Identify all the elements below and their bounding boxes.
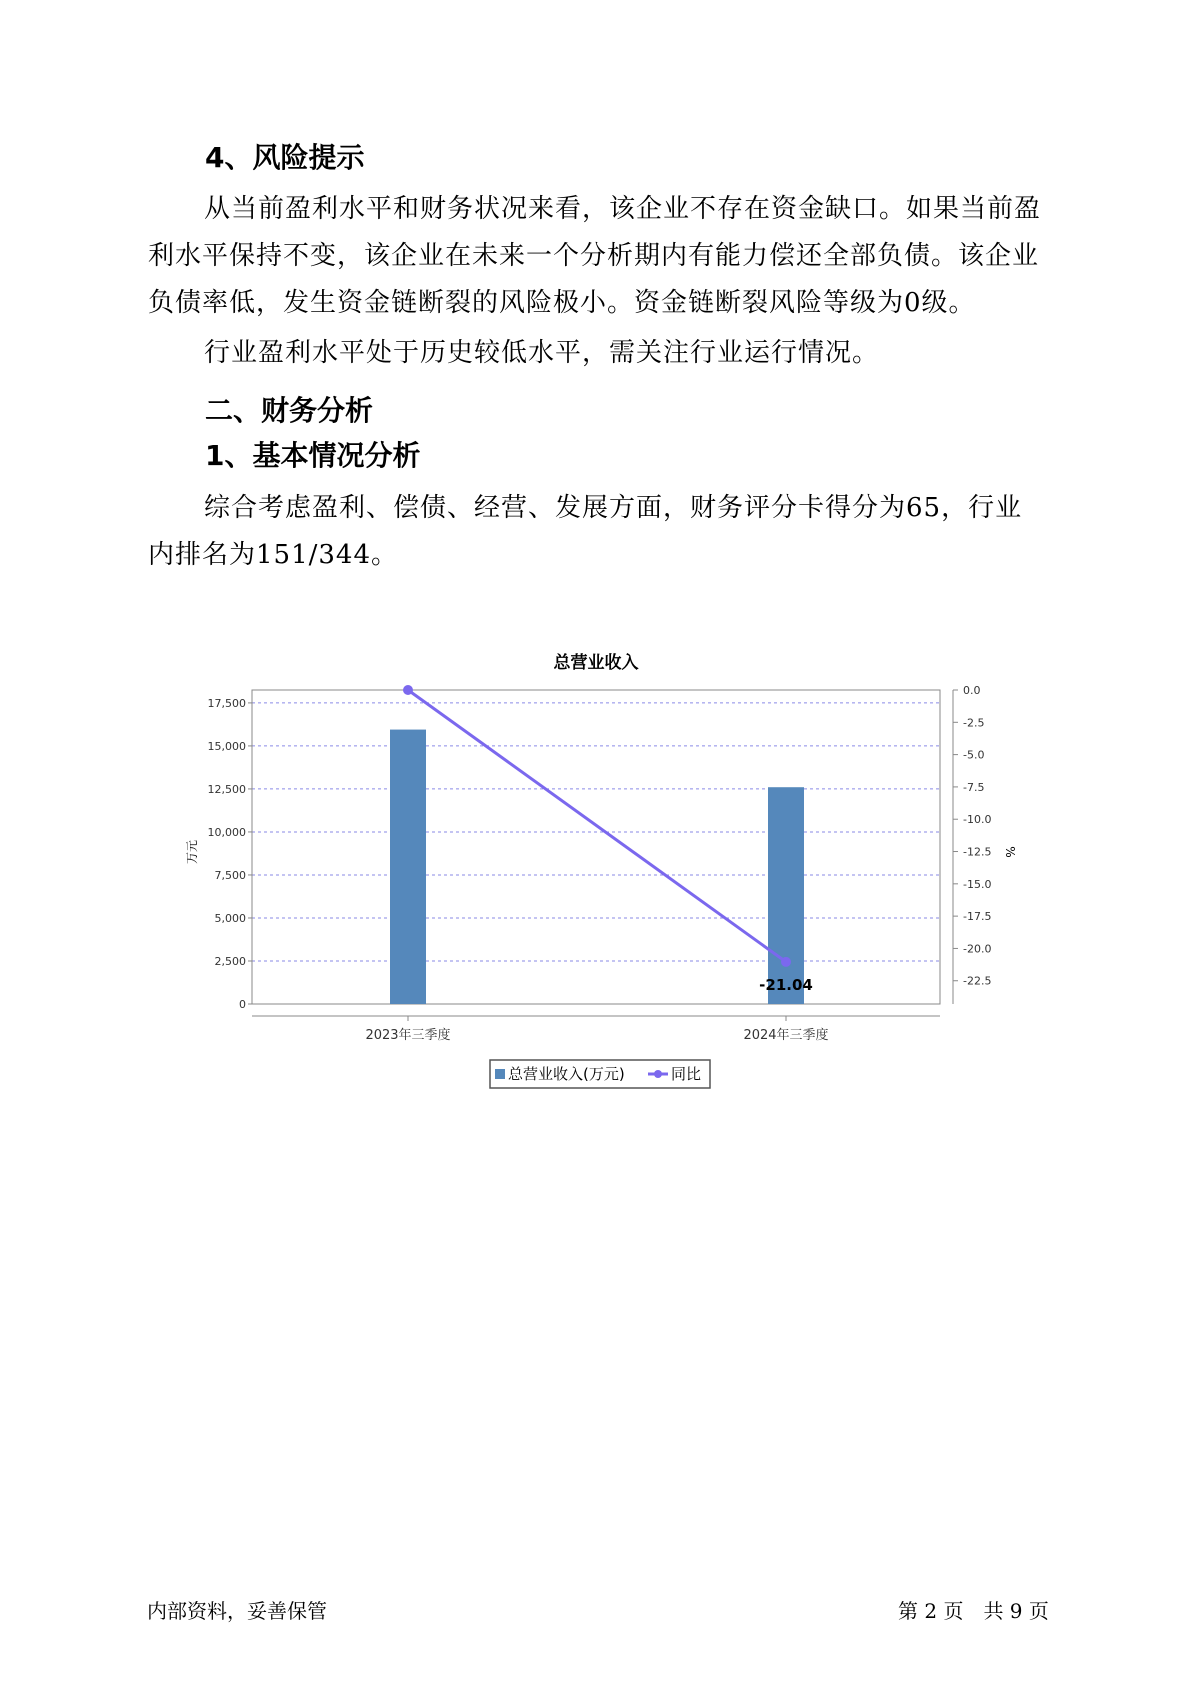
right-axis-ticks: [953, 684, 991, 988]
left-tick-label: 0: [239, 998, 246, 1011]
yoy-point: [403, 685, 413, 695]
revenue-chart: [0, 620, 1191, 1100]
grid-lines: [252, 703, 940, 961]
yoy-line: [408, 690, 786, 962]
left-tick-label: 7,500: [214, 868, 246, 882]
bar: [768, 787, 804, 1004]
left-tick-label: 12,500: [207, 782, 246, 796]
chart-title: 总营业收入: [553, 653, 639, 673]
right-tick-label: -22.5: [963, 974, 992, 988]
plot-area: [252, 690, 940, 1004]
right-tick-label: -7.5: [963, 780, 985, 794]
right-tick-label: -12.5: [963, 845, 992, 859]
bar: [390, 730, 426, 1004]
legend-line-marker: [654, 1070, 662, 1078]
legend-line-label: 同比: [671, 1065, 702, 1083]
right-tick-label: -15.0: [963, 877, 992, 891]
yoy-point: [781, 957, 791, 967]
left-tick-label: 17,500: [207, 696, 246, 710]
left-tick-label: 5,000: [214, 911, 246, 925]
yoy-data-label: -21.04: [759, 975, 813, 994]
bar-series: [390, 730, 804, 1004]
right-tick-label: -2.5: [963, 716, 985, 730]
line-series: [403, 685, 813, 994]
legend-bar-swatch: [495, 1069, 505, 1079]
footer-left: 内部资料，妥善保管: [147, 1599, 327, 1623]
left-tick-label: 2,500: [214, 954, 246, 968]
risk-paragraph-1: 从当前盈利水平和财务状况来看，该企业不存在资金缺口。如果当前盈利水平保持不变，该企业在未来一个分析期内有能力偿还全部负债。该企业负债率低，发生资金链断裂的风险极小。资金链断裂风险等级为0级。: [148, 194, 1042, 318]
left-tick-label: 10,000: [207, 825, 246, 839]
right-axis-label: %: [1003, 846, 1017, 858]
category-label: 2023年三季度: [365, 1028, 451, 1043]
right-tick-label: 0.0: [963, 684, 981, 697]
risk-paragraph-2: 行业盈利水平处于历史较低水平，需关注行业运行情况。: [204, 338, 880, 368]
right-tick-label: -17.5: [963, 910, 992, 924]
risk-heading: 4、风险提示: [205, 141, 365, 174]
category-labels: [365, 1016, 828, 1043]
finance-heading: 二、财务分析: [205, 394, 374, 427]
legend: [490, 1060, 710, 1088]
category-label: 2024年三季度: [743, 1028, 829, 1043]
left-axis-label: 万元: [185, 839, 199, 865]
left-tick-label: 15,000: [207, 739, 246, 753]
footer-page-number: 第 2 页 共 9 页: [898, 1599, 1049, 1623]
basic-paragraph: 综合考虑盈利、偿债、经营、发展方面，财务评分卡得分为65，行业内排名为151/344。: [148, 493, 1023, 570]
legend-bar-label: 总营业收入(万元): [508, 1065, 625, 1083]
right-tick-label: -10.0: [963, 813, 992, 827]
left-axis-ticks: [208, 697, 253, 1011]
right-tick-label: -20.0: [963, 942, 992, 956]
basic-heading: 1、基本情况分析: [205, 439, 421, 472]
right-tick-label: -5.0: [963, 748, 985, 762]
